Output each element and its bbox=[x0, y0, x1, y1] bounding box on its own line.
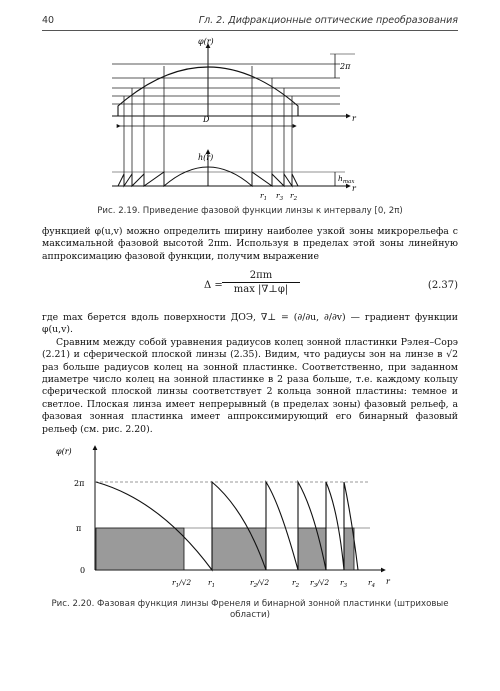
binary-zones bbox=[96, 528, 354, 570]
svg-text:r4: $r_4$ bbox=[368, 578, 376, 589]
figure-2-20-caption: Рис. 2.20. Фазовая функция линзы Френеля и бинарной зонной пластинки (штриховые области) bbox=[51, 599, 449, 620]
paragraph-3: Сравним между собой уравнения радиусов колец зонной пластинки Рэлея–Сорэ (2.21) и сферической плоской линзы (2.35). Видим, что радиусы зон на линзе в √2 раз больше радиусов колец на зонной пластинке. Соответственно, при заданном диаметре число колец на зонной пластинке в 2 раза больше, т.е. каждому кольцу сферической плоской линзы соответствует 2 кольца зонной пластины: темное и светлое. Плоская линза имеет непрерывный (в пределах зоны) фазовый рельеф, а фазовая зонная пластинка имеет аппроксимирующий его бинарный фазовый рельеф (см. рис. 2.20). bbox=[42, 336, 458, 435]
svg-text:r1/√2: $r_1/√2$ bbox=[172, 578, 192, 589]
svg-text:r2: $r_2$ bbox=[292, 578, 300, 589]
zero-tick: 0 bbox=[80, 566, 86, 575]
r-axis-label: r bbox=[386, 577, 390, 586]
formula-fraction bbox=[222, 270, 300, 295]
two-pi-tick: 2π bbox=[74, 479, 85, 488]
figure-2-19 bbox=[100, 36, 400, 204]
r-axis-bottom-label: r bbox=[352, 184, 356, 193]
running-title: Гл. 2. Дифракционные оптические преобразования bbox=[198, 15, 458, 26]
binary-zone-1 bbox=[96, 528, 184, 570]
h-axis-label: h(r) bbox=[198, 153, 214, 162]
x-tick-labels bbox=[172, 578, 376, 589]
formula-2-37 bbox=[42, 270, 458, 306]
pi-tick: π bbox=[76, 524, 82, 533]
r3-label: $r_3$ bbox=[276, 191, 284, 202]
paragraph-1: функцией φ(u,v) можно определить ширину наиболее узкой зоны микрорельефа с максимальной фазовой высотой 2πm. Используя в пределах этой зоны линейную аппроксимацию фазовой функции, получим выражение bbox=[42, 226, 458, 262]
diameter-label: D bbox=[203, 115, 210, 124]
page-header bbox=[42, 14, 458, 31]
text-block-2 bbox=[42, 312, 458, 436]
formula-numerator: 2πm bbox=[222, 270, 300, 283]
svg-text:r1: $r_1$ bbox=[208, 578, 216, 589]
formula-denominator: max |∇⊥φ| bbox=[233, 284, 289, 295]
figure-2-20 bbox=[40, 440, 460, 596]
y-axis-label: φ(r) bbox=[56, 447, 72, 456]
text-block-1 bbox=[42, 226, 458, 263]
phi-axis-label: φ(r) bbox=[198, 37, 214, 46]
r1-label: $r_1$ bbox=[260, 191, 268, 202]
equation-number: (2.37) bbox=[427, 280, 458, 291]
paragraph-2: где max берется вдоль поверхности ДОЭ, ∇⊥ = (∂/∂u, ∂/∂v) — градиент функции φ(u,v). bbox=[42, 312, 458, 336]
two-pi-label: 2π bbox=[340, 62, 351, 71]
figure-2-19-caption: Рис. 2.19. Приведение фазовой функции линзы к интервалу [0, 2π) bbox=[97, 206, 403, 216]
svg-text:r3/√2: $r_3/√2$ bbox=[310, 578, 330, 589]
page-number: 40 bbox=[42, 15, 55, 26]
svg-text:r3: $r_3$ bbox=[340, 578, 348, 589]
r2-label: $r_2$ bbox=[290, 191, 298, 202]
svg-text:r2/√2: $r_2/√2$ bbox=[250, 578, 270, 589]
level-lines bbox=[112, 64, 340, 104]
binary-zone-4 bbox=[344, 528, 354, 570]
hmax-label: $h_{max}$ bbox=[338, 174, 355, 185]
formula-lhs: Δ = bbox=[204, 280, 223, 291]
r-axis-top-label: r bbox=[352, 114, 356, 123]
